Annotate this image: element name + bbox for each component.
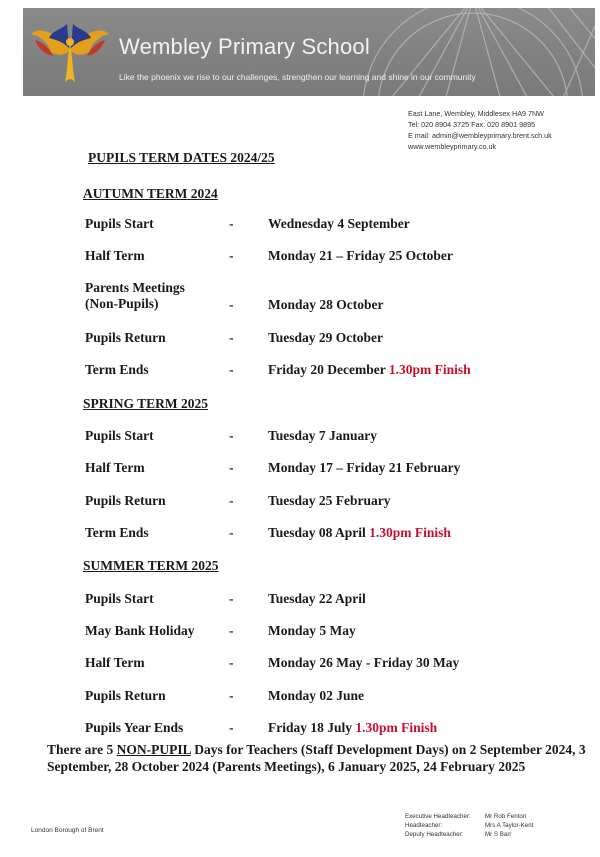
term-row <box>85 688 585 708</box>
staff-list <box>405 812 533 839</box>
row-label: Parents Meetings (Non-Pupils) <box>85 280 185 311</box>
dash: - <box>229 655 234 670</box>
dash: - <box>229 720 234 735</box>
term-row <box>85 460 585 480</box>
dash: - <box>229 623 234 638</box>
row-date: Monday 02 June <box>268 688 365 703</box>
term-row <box>85 280 585 320</box>
dash: - <box>229 591 234 606</box>
term-row <box>85 720 585 740</box>
row-date: Friday 18 July 1.30pm Finish <box>268 720 438 735</box>
row-date: Wednesday 4 September <box>268 216 410 231</box>
row-date: Tuesday 29 October <box>268 330 384 345</box>
school-motto: Like the phoenix we rise to our challenges, strengthen our learning and shine in our community <box>119 72 476 82</box>
dash: - <box>229 216 234 231</box>
row-date: Tuesday 7 January <box>268 428 378 443</box>
dash: - <box>229 362 234 377</box>
row-date: Friday 20 December 1.30pm Finish <box>268 362 471 377</box>
borough-label: London Borough of Brent <box>31 827 104 834</box>
dash: - <box>229 428 234 443</box>
row-label: Pupils Return <box>85 688 166 703</box>
row-date: Monday 21 – Friday 25 October <box>268 248 453 263</box>
term-heading-spring: SPRING TERM 2025 <box>83 396 209 411</box>
email-line[interactable]: E mail: admin@wembleyprimary.brent.sch.uk <box>408 131 552 140</box>
website-line[interactable]: www.wembleyprimary.co.uk <box>408 142 497 151</box>
staff-row: Deputy Headteacher: Mr S Barr <box>405 831 512 838</box>
staff-days-note: There are 5 NON-PUPIL Days for Teachers (Staff Development Days) on 2 September 2024, 3 September, 28 October 2024 (Parents Meetings), 6 January 2025, 24 February 2025 <box>47 742 586 774</box>
term-row <box>85 216 585 236</box>
page-title: PUPILS TERM DATES 2024/25 <box>88 150 275 165</box>
row-label: Term Ends <box>85 525 149 540</box>
dash: - <box>229 460 234 475</box>
term-row <box>85 493 585 513</box>
row-label: Pupils Start <box>85 216 154 231</box>
term-row <box>85 525 585 545</box>
school-banner <box>23 8 595 96</box>
finish-time: 1.30pm Finish <box>369 525 451 540</box>
dash: - <box>229 525 234 540</box>
term-row <box>85 248 585 268</box>
dash: - <box>229 248 234 263</box>
row-date: Monday 26 May - Friday 30 May <box>268 655 460 670</box>
row-label: Pupils Return <box>85 493 166 508</box>
row-label: Half Term <box>85 655 145 670</box>
term-row <box>85 330 585 350</box>
term-row <box>85 591 585 611</box>
term-row <box>85 655 585 675</box>
row-label: Half Term <box>85 248 145 263</box>
row-date: Monday 5 May <box>268 623 356 638</box>
term-heading-summer: SUMMER TERM 2025 <box>83 558 219 573</box>
phone-line: Tel: 020 8904 3725 Fax: 020 8901 9895 <box>408 120 536 129</box>
term-row <box>85 623 585 643</box>
arch-graphic <box>353 8 595 96</box>
row-label: Term Ends <box>85 362 149 377</box>
dash: - <box>229 688 234 703</box>
school-address <box>408 108 552 152</box>
row-date: Tuesday 08 April 1.30pm Finish <box>268 525 451 540</box>
non-pupil-emphasis: NON-PUPIL <box>116 742 191 757</box>
staff-row: Executive Headteacher: Mr Rob Fenton <box>405 813 527 820</box>
phoenix-logo-icon <box>27 12 113 94</box>
row-date: Tuesday 25 February <box>268 493 391 508</box>
finish-time: 1.30pm Finish <box>355 720 438 735</box>
row-label: Pupils Year Ends <box>85 720 184 735</box>
row-label: Pupils Return <box>85 330 166 345</box>
row-date: Monday 28 October <box>268 297 384 312</box>
term-heading-autumn: AUTUMN TERM 2024 <box>83 186 218 201</box>
row-label: May Bank Holiday <box>85 623 195 638</box>
term-row <box>85 428 585 448</box>
term-row <box>85 362 585 382</box>
row-label: Half Term <box>85 460 145 475</box>
dash: - <box>229 330 234 345</box>
staff-row: Headteacher: Mrs A Taylor-Kent <box>405 822 534 829</box>
row-label: Pupils Start <box>85 591 154 606</box>
address-line: East Lane, Wembley, Middlesex HA9 7NW <box>408 109 544 118</box>
dash: - <box>229 297 234 312</box>
finish-time: 1.30pm Finish <box>388 362 471 377</box>
row-date: Monday 17 – Friday 21 February <box>268 460 461 475</box>
school-name: Wembley Primary School <box>119 34 370 59</box>
dash: - <box>229 493 234 508</box>
row-label: Pupils Start <box>85 428 154 443</box>
row-date: Tuesday 22 April <box>268 591 366 606</box>
